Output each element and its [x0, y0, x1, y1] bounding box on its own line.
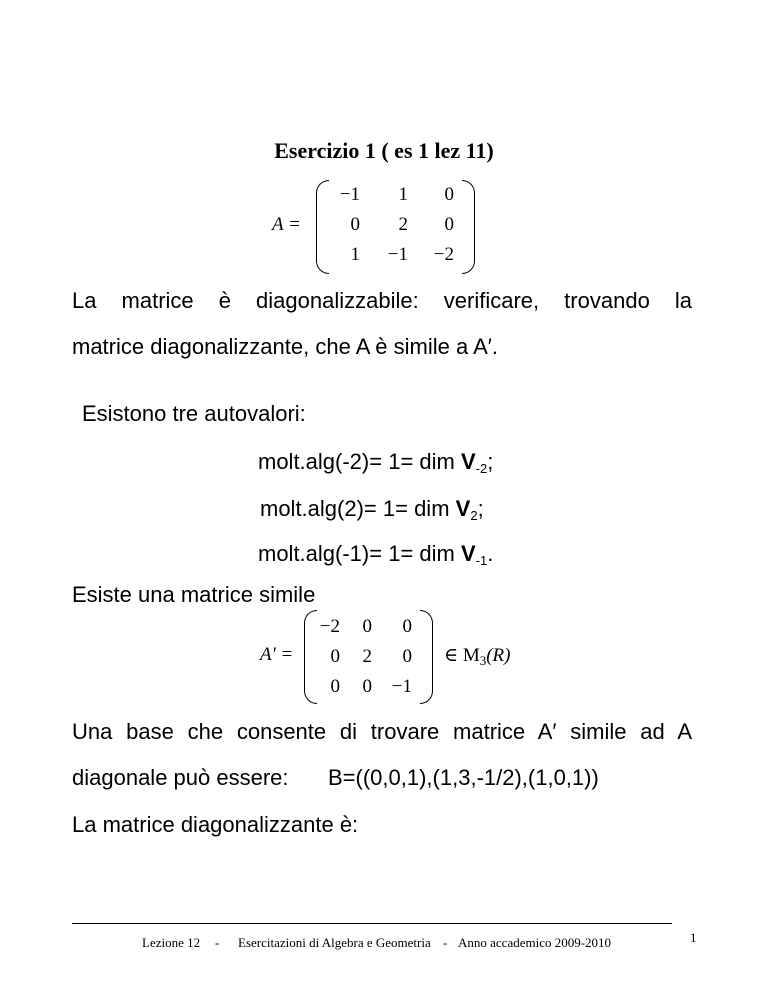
matrix-a-prime-cell: 0 — [362, 676, 372, 697]
eigenspace-symbol: V — [460, 541, 476, 566]
matrix-a-cell: 0 — [350, 214, 360, 235]
matrix-a-prime-cell: 2 — [362, 646, 372, 667]
paragraph-diagonalizable-line2: matrice diagonalizzante, che A è simile a A′. — [72, 334, 499, 359]
matrix-a-cell: 0 — [444, 214, 454, 235]
right-paren — [462, 180, 475, 274]
multiplicity-end: ; — [487, 449, 494, 474]
membership-subscript: 3 — [479, 653, 487, 668]
multiplicity-line-3 — [258, 543, 493, 567]
footer-separator: - — [215, 935, 220, 950]
matrix-a-prime-cell: 0 — [362, 616, 372, 637]
membership-end: (R) — [486, 645, 511, 666]
diagonalizing-matrix-intro: La matrice diagonalizzante è: — [72, 812, 359, 837]
eigenvalues-intro: Esistono tre autovalori: — [82, 401, 306, 426]
matrix-a-cell: 2 — [398, 214, 408, 235]
footer-course: Esercitazioni di Algebra e Geometria — [238, 935, 431, 950]
page-number: 1 — [690, 930, 697, 945]
footer-separator: - — [443, 935, 448, 950]
multiplicity-line-1 — [258, 451, 493, 475]
multiplicity-text: molt.alg(-2)= 1= dim — [258, 449, 461, 474]
multiplicity-end: ; — [477, 496, 484, 521]
eigenspace-subscript: 2 — [470, 508, 478, 523]
basis-line2-label: diagonale può essere: — [72, 765, 289, 790]
matrix-a-prime-cell: 0 — [402, 646, 412, 667]
exercise-title: Esercizio 1 ( es 1 lez 11) — [274, 138, 494, 163]
matrix-a-prime-cell: 0 — [330, 646, 340, 667]
eigenspace-symbol: V — [455, 496, 471, 521]
matrix-a-cell: 1 — [398, 184, 408, 205]
similar-matrix-intro: Esiste una matrice simile — [72, 582, 316, 607]
footer-lesson: Lezione 12 — [142, 935, 201, 950]
set-membership — [444, 644, 510, 669]
matrix-a — [272, 180, 502, 275]
matrix-a-prime-lhs: A' = — [260, 644, 294, 665]
basis-line2-value: B=((0,0,1),(1,3,-1/2),(1,0,1)) — [328, 765, 599, 790]
membership-symbol: ∈ M — [444, 645, 480, 666]
matrix-a-prime-cell: −1 — [391, 676, 412, 697]
matrix-a-cell: −2 — [433, 244, 454, 265]
footer-year: Anno accademico 2009-2010 — [458, 935, 612, 950]
matrix-a-cell: −1 — [339, 184, 360, 205]
eigenspace-subscript: -2 — [475, 461, 488, 476]
matrix-a-prime — [260, 610, 560, 705]
matrix-a-cell: 0 — [444, 184, 454, 205]
multiplicity-line-2 — [260, 498, 484, 522]
paragraph-diagonalizable-line1: La matrice è diagonalizzabile: verificare, trovando la — [72, 288, 692, 313]
basis-line1: Una base che consente di trovare matrice A′ simile ad A — [72, 719, 692, 744]
matrix-a-cell: 1 — [350, 244, 360, 265]
matrix-a-prime-cell: 0 — [402, 616, 412, 637]
eigenspace-symbol: V — [460, 449, 476, 474]
footer-rule — [72, 923, 672, 924]
matrix-a-prime-cell: −2 — [319, 616, 340, 637]
matrix-a-prime-cell: 0 — [330, 676, 340, 697]
multiplicity-text: molt.alg(-1)= 1= dim — [258, 541, 461, 566]
matrix-a-cell: −1 — [387, 244, 408, 265]
eigenspace-subscript: -1 — [475, 553, 488, 568]
right-paren — [420, 610, 433, 704]
matrix-a-lhs: A = — [272, 214, 301, 235]
multiplicity-text: molt.alg(2)= 1= dim — [260, 496, 456, 521]
multiplicity-end: . — [487, 541, 494, 566]
